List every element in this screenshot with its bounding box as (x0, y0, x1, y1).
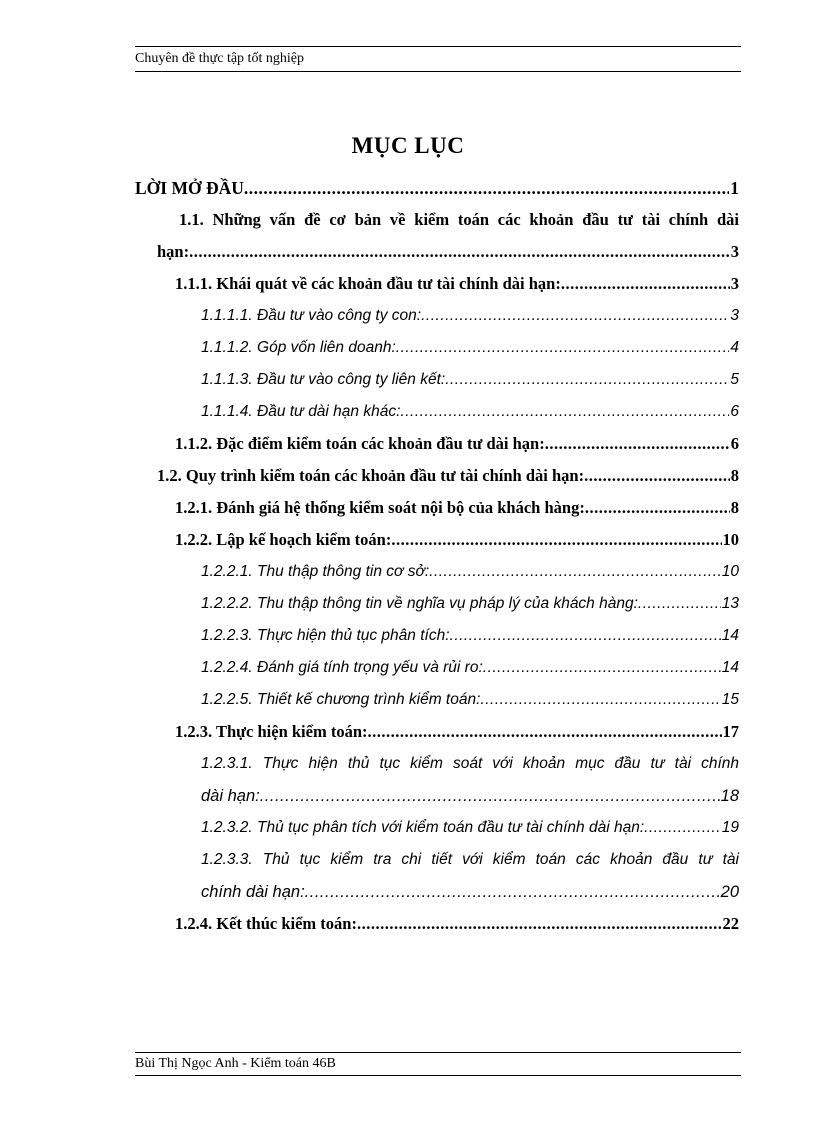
toc-entry-text: 1.2.2.1. Thu thập thông tin cơ sở: (201, 563, 430, 580)
page-header (135, 46, 741, 72)
toc-entry-page: 22 (722, 914, 739, 933)
page-title: MỤC LỤC (351, 133, 465, 158)
toc-entry-1-1-1-3[interactable] (135, 364, 739, 396)
toc-entry-text-line1: 1.1. Những vấn đề cơ bản về kiểm toán các khoản đầu tư tài chính dài (179, 210, 739, 229)
toc-entry-page: 6 (730, 434, 739, 453)
toc-entry-text: LỜI MỞ ĐẦU (135, 178, 244, 198)
toc-entry-1-1[interactable] (135, 204, 739, 268)
toc-entry-text: 1.2. Quy trình kiểm toán các khoản đầu tư tài chính dài hạn: (157, 466, 585, 485)
toc-entry-1-2-3[interactable] (135, 716, 739, 748)
toc-entry-page: 14 (721, 659, 739, 676)
toc-entry-1-1-1-4[interactable] (135, 396, 739, 428)
toc-entry-text: 1.2.2.4. Đánh giá tính trọng yếu và rủi ro: (201, 659, 483, 676)
toc-entry-page: 10 (722, 530, 739, 549)
toc-entry-page: 10 (721, 563, 739, 580)
toc-entry-page: 1 (730, 178, 739, 198)
toc-entry-1-1-1-2[interactable] (135, 332, 739, 364)
toc-entry-1-1-2[interactable] (135, 428, 739, 460)
toc-entry-page: 20 (720, 883, 739, 901)
toc-entry-page: 3 (730, 274, 739, 293)
toc-entry-1-2-2-2[interactable] (135, 588, 739, 620)
toc-entry-text-line1: 1.2.3.1. Thực hiện thủ tục kiểm soát với khoản mục đầu tư tài chính (201, 755, 739, 772)
toc-entry-text: 1.2.1. Đánh giá hệ thống kiểm soát nội bộ của khách hàng: (175, 498, 585, 517)
toc-entry-text: 1.1.1.2. Góp vốn liên doanh: (201, 339, 396, 356)
toc-entry-page: 4 (730, 339, 739, 356)
toc-entry-page: 5 (730, 371, 739, 388)
page-footer (135, 1052, 741, 1076)
toc-entry-page: 14 (721, 627, 739, 644)
toc-entry-page: 15 (721, 691, 739, 708)
toc-entry-text: 1.1.1.3. Đầu tư vào công ty liên kết: (201, 371, 446, 388)
toc-entry-intro[interactable] (135, 172, 739, 204)
toc-entry-text: 1.2.4. Kết thúc kiểm toán: (175, 914, 357, 933)
toc-entry-1-2-1[interactable] (135, 492, 739, 524)
toc-entry-text: 1.1.1. Khái quát về các khoản đầu tư tài chính dài hạn: (175, 274, 561, 293)
toc-entry-page: 3 (730, 242, 739, 261)
toc-entry-text: 1.2.3. Thực hiện kiểm toán: (175, 722, 368, 741)
toc-entry-1-2-2-4[interactable] (135, 652, 739, 684)
toc-entry-1-2-3-1[interactable] (135, 748, 739, 812)
footer-text: Bùi Thị Ngọc Anh - Kiểm toán 46B (135, 1056, 336, 1071)
toc-entry-text: 1.1.1.1. Đầu tư vào công ty con: (201, 307, 422, 324)
toc-entry-1-1-1[interactable] (135, 268, 739, 300)
toc-entry-text: 1.2.2.2. Thu thập thông tin về nghĩa vụ pháp lý của khách hàng: (201, 595, 638, 612)
toc-entry-1-2-4[interactable] (135, 908, 739, 940)
toc-entry-page: 19 (721, 819, 739, 836)
toc-entry-text: 1.1.2. Đặc điểm kiểm toán các khoản đầu tư dài hạn: (175, 434, 545, 453)
toc-entry-page: 18 (720, 787, 739, 805)
header-text: Chuyên đề thực tập tốt nghiệp (135, 51, 304, 66)
toc-entry-text: 1.2.2. Lập kế hoạch kiểm toán: (175, 530, 392, 549)
toc-entry-1-2-3-3[interactable] (135, 844, 739, 908)
toc-entry-page: 8 (730, 466, 739, 485)
toc-entry-page: 6 (730, 403, 739, 420)
toc-entry-page: 17 (722, 722, 739, 741)
toc-entry-text-line2: dài hạn: (201, 787, 260, 805)
toc-entry-text: 1.1.1.4. Đầu tư dài hạn khác: (201, 403, 401, 420)
toc-entry-text-line2: chính dài hạn: (201, 883, 305, 901)
toc-entry-1-2-2-3[interactable] (135, 620, 739, 652)
toc-entry-page: 13 (721, 595, 739, 612)
toc-entry-text: 1.2.2.3. Thực hiện thủ tục phân tích: (201, 627, 450, 644)
toc-entry-text-line2: hạn: (157, 242, 190, 261)
toc-entry-1-2-2-1[interactable] (135, 556, 739, 588)
toc-entry-page: 3 (730, 307, 739, 324)
toc-entry-text: 1.2.2.5. Thiết kế chương trình kiểm toán: (201, 691, 481, 708)
toc-entry-1-2[interactable] (135, 460, 739, 492)
toc-entry-page: 8 (730, 498, 739, 517)
table-of-contents (135, 172, 739, 940)
toc-entry-1-2-3-2[interactable] (135, 812, 739, 844)
toc-entry-1-1-1-1[interactable] (135, 300, 739, 332)
toc-entry-text-line1: 1.2.3.3. Thủ tục kiểm tra chi tiết với kiểm toán các khoản đầu tư tài (201, 851, 739, 868)
toc-entry-text: 1.2.3.2. Thủ tục phân tích với kiểm toán đầu tư tài chính dài hạn: (201, 819, 645, 836)
toc-entry-1-2-2[interactable] (135, 524, 739, 556)
toc-entry-1-2-2-5[interactable] (135, 684, 739, 716)
